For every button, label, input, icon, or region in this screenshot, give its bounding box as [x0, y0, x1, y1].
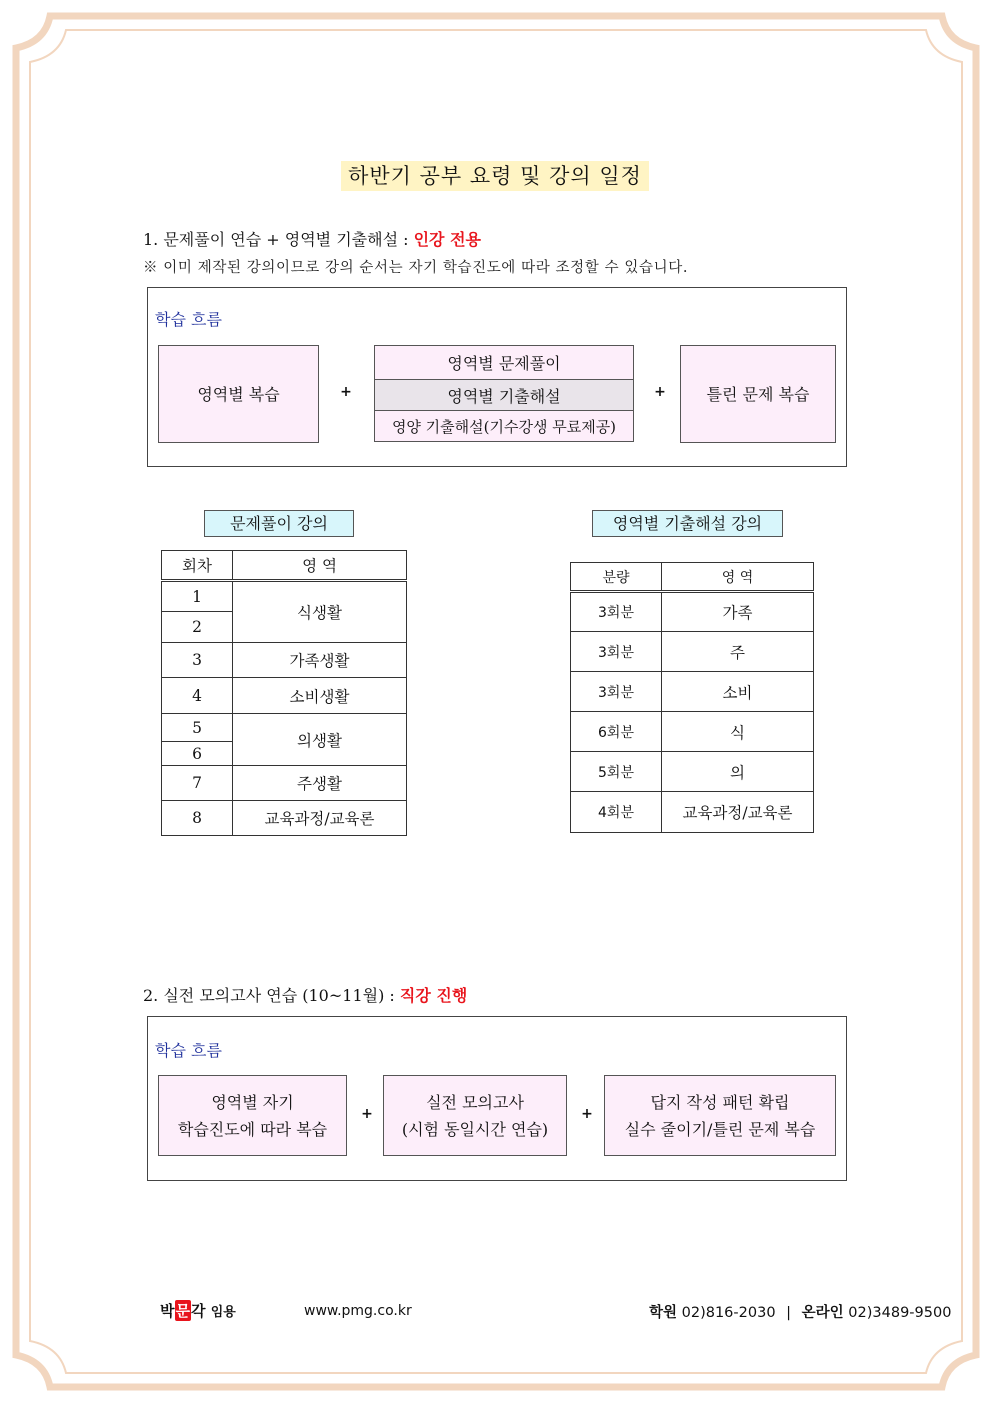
- section1-note: ※ 이미 제작된 강의이므로 강의 순서는 자기 학습진도에 따라 조정할 수 있습니다.: [143, 260, 689, 276]
- table1-cell-area: 가족생활: [233, 643, 407, 678]
- table2-cell-amount: 3회분: [571, 632, 662, 672]
- table1-header: 영 역: [233, 551, 407, 581]
- table-row: [571, 672, 814, 712]
- flow2-box-answer-pattern: [604, 1075, 836, 1156]
- table1-cell-area: 의생활: [233, 714, 407, 766]
- footer-logo: [160, 1300, 236, 1321]
- table-row: [571, 792, 814, 833]
- logo-text: 박: [160, 1302, 175, 1320]
- table1-cell-area: 소비생활: [233, 678, 407, 714]
- table2-cell-area: 주: [662, 632, 814, 672]
- section2-heading-text: 2. 실전 모의고사 연습 (10~11월) :: [143, 986, 400, 1005]
- table2: [570, 562, 814, 833]
- section2-accent: 직강 진행: [399, 986, 468, 1005]
- footer-separator: |: [786, 1305, 792, 1321]
- flow2-box-line: 영역별 자기: [211, 1092, 294, 1112]
- table1-header: 회차: [162, 551, 233, 581]
- flow2-box-mock-exam: [383, 1075, 567, 1156]
- online-label: 온라인: [801, 1305, 844, 1321]
- flow2-box-self-review: [158, 1075, 347, 1156]
- logo-sub: 임용: [210, 1305, 236, 1320]
- flow1-box-review-text: 영역별 복습: [197, 384, 280, 404]
- table2-caption: 영역별 기출해설 강의: [592, 510, 783, 537]
- table2-cell-amount: 3회분: [571, 672, 662, 712]
- table1-cell-area: 교육과정/교육론: [233, 801, 407, 836]
- table1-cell-no: 6: [162, 742, 233, 766]
- table-row: [162, 643, 407, 678]
- table1-cell-area: 식생활: [233, 581, 407, 643]
- footer-contacts: [649, 1301, 951, 1322]
- flow1-box-review: [158, 345, 319, 443]
- table1: [161, 550, 407, 836]
- flow1-stack-item: 영양 기출해설(기수강생 무료제공): [375, 411, 633, 441]
- section2-heading: [143, 983, 467, 1006]
- table1-cell-no: 8: [162, 801, 233, 836]
- table-row: [162, 581, 407, 612]
- section2-flow-label: 학습 흐름: [155, 1041, 222, 1060]
- table2-header: 영 역: [662, 563, 814, 592]
- plus-icon: +: [340, 384, 352, 400]
- flow2-box-line: 답지 작성 패턴 확립: [650, 1092, 790, 1112]
- table2-cell-area: 의: [662, 752, 814, 792]
- online-phone: 02)3489-9500: [848, 1305, 952, 1321]
- table2-cell-amount: 3회분: [571, 592, 662, 632]
- flow2-box-line: (시험 동일시간 연습): [401, 1119, 549, 1139]
- academy-phone: 02)816-2030: [681, 1305, 776, 1321]
- table-row: [571, 632, 814, 672]
- academy-label: 학원: [649, 1305, 678, 1321]
- flow2-box-line: 학습진도에 따라 복습: [177, 1119, 328, 1139]
- table2-cell-amount: 5회분: [571, 752, 662, 792]
- table-row: [162, 766, 407, 801]
- table-row: [571, 712, 814, 752]
- flow2-box-line: 실수 줄이기/틀린 문제 복습: [624, 1119, 816, 1139]
- plus-icon: +: [581, 1106, 593, 1122]
- flow1-stack-item: 영역별 문제풀이: [375, 346, 633, 380]
- table1-cell-no: 3: [162, 643, 233, 678]
- section1-heading: [143, 227, 481, 250]
- logo-mark: 문: [175, 1302, 190, 1320]
- table-row: [162, 714, 407, 742]
- table1-cell-no: 1: [162, 581, 233, 612]
- plus-icon: +: [654, 384, 666, 400]
- flow1-box-wrong-text: 틀린 문제 복습: [706, 384, 810, 404]
- section1-flow-label: 학습 흐름: [155, 310, 222, 329]
- table-row: [162, 678, 407, 714]
- table2-cell-area: 교육과정/교육론: [662, 792, 814, 833]
- flow1-stack-item: 영역별 기출해설: [375, 380, 633, 411]
- table2-cell-area: 가족: [662, 592, 814, 632]
- table-row: [162, 801, 407, 836]
- table2-cell-area: 소비: [662, 672, 814, 712]
- table1-cell-no: 2: [162, 612, 233, 643]
- flow2-box-line: 실전 모의고사: [426, 1092, 524, 1112]
- flow1-box-wrong: [680, 345, 836, 443]
- table1-cell-area: 주생활: [233, 766, 407, 801]
- table1-cell-no: 4: [162, 678, 233, 714]
- table1-cell-no: 7: [162, 766, 233, 801]
- flow1-stack: [374, 345, 634, 442]
- table-row: [571, 752, 814, 792]
- table2-cell-amount: 6회분: [571, 712, 662, 752]
- table-row: [571, 592, 814, 632]
- table2-header: 분량: [571, 563, 662, 592]
- plus-icon: +: [361, 1106, 373, 1122]
- table2-cell-amount: 4회분: [571, 792, 662, 833]
- logo-text: 각: [191, 1302, 206, 1320]
- table1-cell-no: 5: [162, 714, 233, 742]
- section1-accent: 인강 전용: [413, 230, 481, 249]
- table2-cell-area: 식: [662, 712, 814, 752]
- section1-heading-text: 1. 문제풀이 연습 + 영역별 기출해설 :: [143, 230, 414, 249]
- page-title: 하반기 공부 요령 및 강의 일정: [341, 161, 649, 191]
- table1-caption: 문제풀이 강의: [204, 510, 354, 537]
- footer-url[interactable]: www.pmg.co.kr: [304, 1303, 412, 1319]
